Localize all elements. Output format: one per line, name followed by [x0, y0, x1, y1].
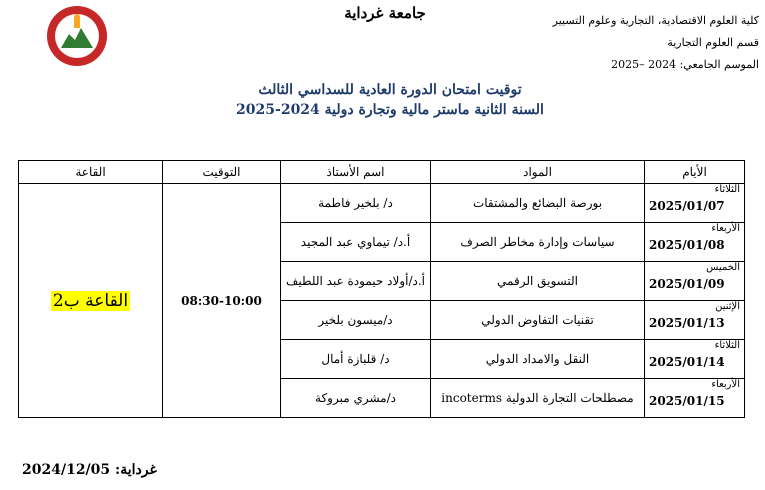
- professor-cell: د/ميسون بلخير: [281, 301, 431, 340]
- exam-date: 2025/01/14: [649, 355, 725, 369]
- room-label: القاعة ب2: [52, 290, 129, 311]
- day-cell: [645, 340, 745, 379]
- room-cell: [19, 184, 163, 418]
- exam-title: توقيت امتحان الدورة العادية للسداسي الثالث: [258, 82, 522, 98]
- exam-schedule-table: [18, 160, 745, 418]
- professor-cell: د/ قلبازة أمال: [281, 340, 431, 379]
- day-cell: [645, 184, 745, 223]
- day-name: الأربعاء: [711, 223, 740, 234]
- header-professor: اسم الأستاذ: [281, 161, 431, 184]
- program-title: السنة الثانية ماستر مالية وتجارة دولية 2024-2025: [236, 102, 544, 118]
- header-days: الأيام: [645, 161, 745, 184]
- professor-cell: أ.د/ تيماوي عبد المجيد: [281, 223, 431, 262]
- day-name: الثلاثاء: [714, 340, 740, 351]
- day-name: الثلاثاء: [714, 184, 740, 195]
- exam-date: 2025/01/09: [649, 277, 725, 291]
- subject-cell: سياسات وإدارة مخاطر الصرف: [431, 223, 645, 262]
- place-and-date: غرداية: 2024/12/05: [22, 462, 157, 478]
- professor-cell: د/مشري مبروكة: [281, 379, 431, 418]
- subject-cell: التسويق الرقمي: [431, 262, 645, 301]
- day-cell: [645, 262, 745, 301]
- day-cell: [645, 379, 745, 418]
- university-logo-icon: [45, 4, 109, 68]
- faculty-header: [519, 10, 759, 76]
- day-cell: [645, 301, 745, 340]
- table-row: [19, 184, 745, 223]
- exam-date: 2025/01/15: [649, 394, 725, 408]
- faculty-name: كلية العلوم الاقتصادية، التجارية وعلوم التسيير: [552, 14, 759, 27]
- department-name: قسم العلوم التجارية: [667, 36, 759, 49]
- header-time: التوقيت: [163, 161, 281, 184]
- professor-cell: أ.د/أولاد حيمودة عبد اللطيف: [281, 262, 431, 301]
- exam-date: 2025/01/07: [649, 199, 725, 213]
- day-name: الأربعاء: [711, 379, 740, 390]
- subject-cell: مصطلحات التجارة الدولية incoterms: [431, 379, 645, 418]
- academic-year: الموسم الجامعي: 2024 –2025: [611, 58, 759, 71]
- time-cell: 08:30-10:00: [163, 184, 281, 418]
- header-subject: المواد: [431, 161, 645, 184]
- subject-cell: النقل والامداد الدولي: [431, 340, 645, 379]
- subject-cell: بورصة البضائع والمشتقات: [431, 184, 645, 223]
- subject-cell: تقنيات التفاوض الدولي: [431, 301, 645, 340]
- exam-date: 2025/01/13: [649, 316, 725, 330]
- university-name: جامعة غرداية: [344, 4, 426, 22]
- header-room: القاعة: [19, 161, 163, 184]
- table-header-row: [19, 161, 745, 184]
- professor-cell: د/ بلخير فاطمة: [281, 184, 431, 223]
- exam-date: 2025/01/08: [649, 238, 725, 252]
- day-name: الخميس: [706, 262, 740, 273]
- day-name: الإثنين: [715, 301, 740, 312]
- day-cell: [645, 223, 745, 262]
- exam-titles: [180, 80, 600, 120]
